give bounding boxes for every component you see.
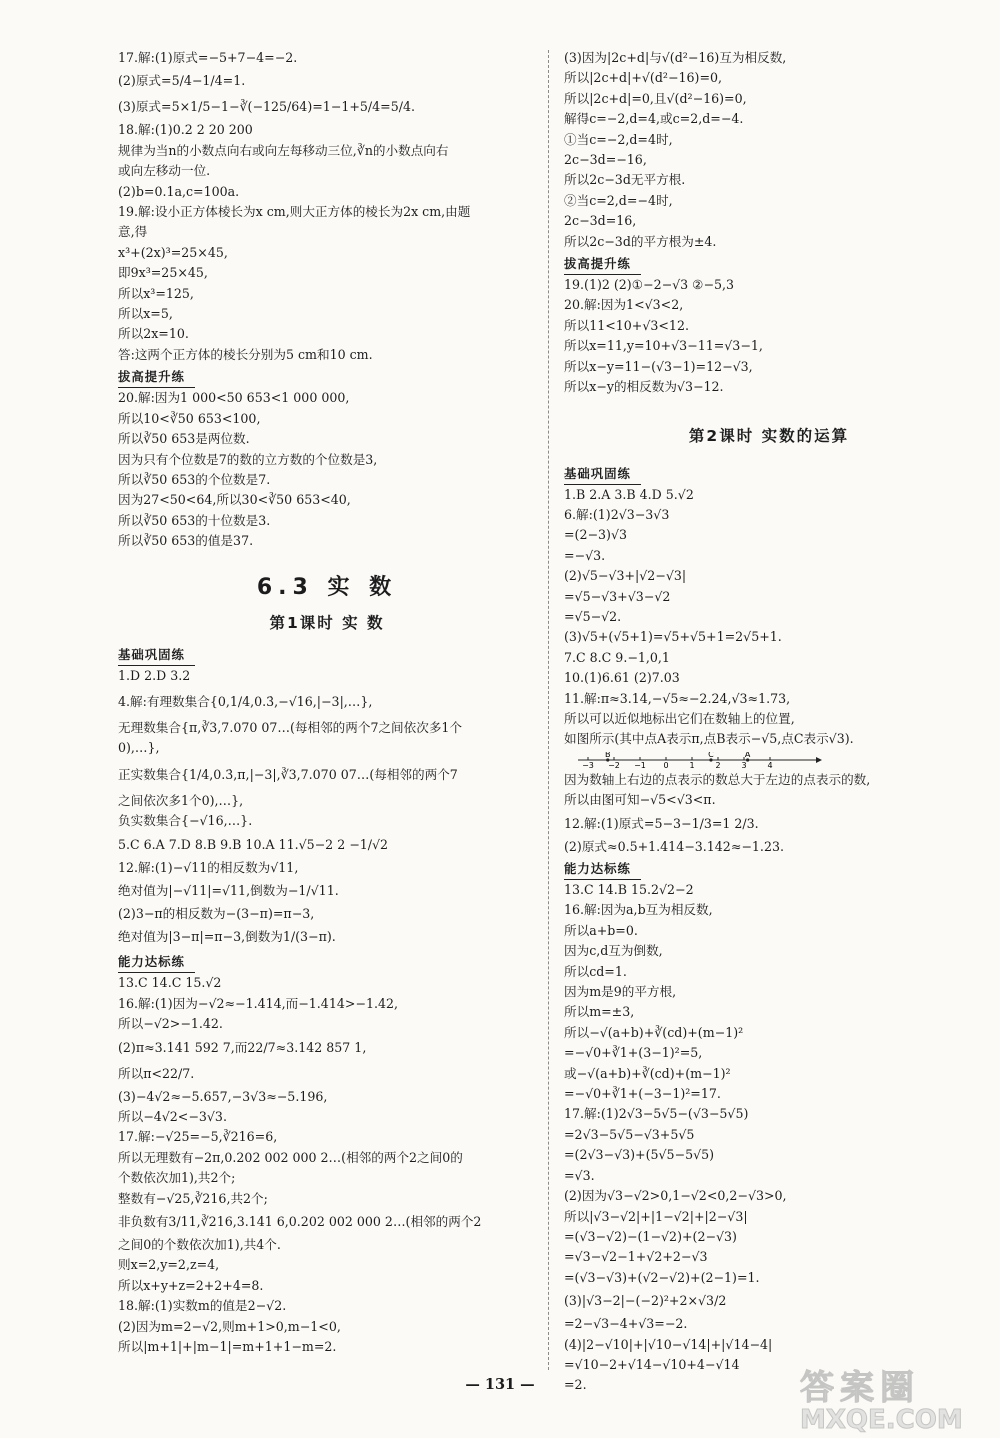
text-line: 意,得	[118, 224, 148, 240]
text-line: 17.解:−√25=−5,∛216=6,	[118, 1129, 278, 1145]
watermark-bottom: MXQE.COM	[800, 1405, 963, 1435]
number-line-point-label: C	[708, 751, 714, 759]
left-column	[118, 48, 536, 1357]
text-line: 绝对值为|3−π|=π−3,倒数为1/(3−π).	[118, 929, 336, 945]
text-line: 20.解:因为1<√3<2,	[564, 297, 684, 313]
text-line: (2)因为√3−√2>0,1−√2<0,2−√3>0,	[564, 1188, 787, 1204]
text-line: 所以−4√2<−3√3.	[118, 1109, 227, 1124]
number-line-tick-label: −1	[634, 760, 646, 768]
text-line: 之间0的个数依次加1),共4个.	[118, 1237, 281, 1253]
number-line-tick-label: 2	[715, 760, 721, 768]
text-line: 所以a+b=0.	[564, 922, 638, 938]
text-line: =√10−2+√14−√10+4−√14	[564, 1356, 740, 1372]
text-line: 所以10<∛50 653<100,	[118, 410, 261, 426]
text-line: 20.解:因为1 000<50 653<1 000 000,	[118, 390, 350, 406]
text-line: 17.解:(1)原式=−5+7−4=−2.	[118, 50, 298, 65]
number-line-tick-label: 1	[689, 760, 695, 768]
text-line: (3)|√3−2|−(−2)²+2×√3/2	[564, 1293, 727, 1309]
text-line: 负实数集合{−√16,…}.	[118, 813, 253, 829]
text-line: 所以cd=1.	[564, 963, 627, 979]
text-line: 4.解:有理数集合{0,1/4,0.3̇,−√16,|−3|,…},	[118, 693, 373, 709]
number-line-tick-label: 3	[741, 760, 747, 768]
text-line: 因为c,d互为倒数,	[564, 943, 663, 959]
text-line: =(√3−√2)−(1−√2)+(2−√3)	[564, 1228, 737, 1244]
text-line: 所以11<10+√3<12.	[564, 317, 689, 333]
page-number: — 131 —	[465, 1376, 535, 1393]
text-line: 13.C 14.C 15.√2	[118, 975, 222, 991]
text-line: 答:这两个正方体的棱长分别为5 cm和10 cm.	[118, 346, 373, 362]
text-line: 16.解:(1)因为−√2≈−1.414,而−1.414>−1.42,	[118, 995, 398, 1011]
text-line: 12.解:(1)原式=5−3−1/3=1 2/3.	[564, 815, 759, 831]
text-line: (3)因为|2c+d|与√(d²−16)互为相反数,	[564, 50, 787, 65]
column-divider	[548, 50, 549, 1370]
text-line: 整数有−√25,∛216,共2个;	[118, 1190, 268, 1206]
text-line: 如图所示(其中点A表示π,点B表示−√5,点C表示√3).	[564, 731, 854, 747]
text-line: x³+(2x)³=25×45,	[118, 244, 228, 260]
number-line-point-label: A	[744, 751, 751, 759]
text-line: =(√3−√3)+(√2−√2)+(2−1)=1.	[564, 1269, 760, 1285]
text-line: =−√0+∛1+(3−1)²=5,	[564, 1045, 703, 1061]
text-line: 非负数有3/11,∛216,3.141 6,0.202 002 000 2…(相邻的两个2	[118, 1214, 482, 1230]
text-line: 19.(1)2 (2)①−2−√3 ②−5,3	[564, 277, 735, 293]
lesson-title-2: 第2课时 实数的运算	[688, 426, 850, 445]
text-line: =√3.	[564, 1167, 595, 1183]
text-line: 16.解:因为a,b互为相反数,	[564, 902, 713, 918]
text-line: 因为数轴上右边的点表示的数总大于左边的点表示的数,	[564, 771, 871, 787]
text-line: 所以−√2>−1.42.	[118, 1016, 223, 1032]
text-line: (2)原式=5/4−1/4=1.	[118, 73, 246, 89]
number-line-figure	[564, 752, 974, 768]
text-line: (2)b=0.1a,c=100a.	[118, 183, 240, 199]
section-label-advanced-2: 拔高提升练	[564, 254, 641, 275]
text-line: 所以x=5,	[118, 306, 173, 322]
text-line: =2.	[564, 1377, 587, 1393]
text-line: 6.解:(1)2√3−3√3	[564, 506, 670, 522]
text-line: (2)原式≈0.5+1.414−3.142≈−1.23.	[564, 838, 784, 854]
text-line: ②当c=2,d=−4时,	[564, 192, 673, 208]
number-line-tick-label: 4	[767, 760, 773, 768]
text-line: 所以|2c+d|=0,且√(d²−16)=0,	[564, 90, 747, 106]
text-line: 13.C 14.B 15.2√2−2	[564, 882, 694, 897]
section-label-ability-2: 能力达标练	[564, 859, 641, 880]
answers-1-12	[118, 666, 536, 951]
text-line: 所以x+y+z=2+2+4=8.	[118, 1277, 264, 1293]
text-line: 18.解:(1)0.2 2 20 200	[118, 122, 253, 138]
text-line: (2)√5−√3+|√2−√3|	[564, 568, 687, 584]
text-line: =√5−√2.	[564, 608, 622, 624]
text-line: 无理数集合{π,∛3,7.070 07…(每相邻的两个7之间依次多1个	[118, 719, 463, 735]
text-line: 即9x³=25×45,	[118, 265, 208, 281]
text-line: =√5−√3+√3−√2	[564, 588, 671, 604]
text-line: 正实数集合{1/4,0.3̇,π,|−3|,∛3,7.070 07…(每相邻的两个7	[118, 766, 458, 782]
text-line: 所以∛50 653的值是37.	[118, 533, 254, 549]
answers-1-11	[564, 485, 974, 750]
section-label-basic-2: 基础巩固练	[564, 464, 641, 485]
number-line-tick-label: −3	[582, 760, 594, 768]
section-label-advanced: 拔高提升练	[118, 367, 195, 388]
text-line: 2c−3d=16,	[564, 213, 637, 229]
number-line	[564, 752, 824, 768]
watermark-top: 答案圈	[800, 1368, 920, 1408]
text-line: =−√3.	[564, 547, 606, 563]
text-line: 1.B 2.A 3.B 4.D 5.√2	[564, 486, 694, 502]
text-line: 所以m=±3,	[564, 1004, 635, 1020]
text-line: 所以−√(a+b)+∛(cd)+(m−1)²	[564, 1024, 744, 1040]
text-line: 规律为当n的小数点向右或向左每移动三位,∛n的小数点向右	[118, 142, 449, 158]
text-line: 7.C 8.C 9.−1,0,1	[564, 649, 670, 665]
text-line: 所以|2c+d|+√(d²−16)=0,	[564, 70, 723, 86]
text-line: 个数依次加1),共2个;	[118, 1170, 236, 1186]
answers-13-18	[118, 973, 536, 1357]
text-line: =√3−√2−1+√2+2−√3	[564, 1249, 708, 1265]
text-line: 所以2c−3d的平方根为±4.	[564, 233, 717, 249]
text-line: 因为只有个位数是7的数的立方数的个位数是3,	[118, 451, 378, 467]
text-line: 所以∛50 653的个位数是7.	[118, 471, 271, 487]
text-line: 所以x=11,y=10+√3−11=√3−1,	[564, 338, 763, 354]
text-line: 因为m是9的平方根,	[564, 984, 677, 1000]
text-line: (3)√5+(√5+1)=√5+√5+1=2√5+1.	[564, 629, 782, 645]
section-label-basic: 基础巩固练	[118, 645, 195, 666]
text-line: 所以由图可知−√5<√3<π.	[564, 792, 716, 808]
lesson-title-1: 第1课时 实 数	[269, 613, 385, 632]
text-line: =2√3−5√5−√3+5√5	[564, 1126, 695, 1142]
text-line: 所以2x=10.	[118, 326, 189, 342]
answer-20	[118, 388, 536, 551]
text-line: 所以x−y的相反数为√3−12.	[564, 379, 724, 395]
answers-13-17	[564, 880, 974, 1396]
text-line: 或向左移动一位.	[118, 163, 211, 179]
number-line-tick-label: 0	[663, 760, 669, 768]
text-line: =−√0+∛1+(−3−1)²=17.	[564, 1086, 721, 1102]
text-line: 所以|√3−√2|+|1−√2|+|2−√3|	[564, 1208, 748, 1224]
text-line: 10.(1)6.61 (2)7.03	[564, 670, 680, 686]
text-line: 之间依次多1个0),…},	[118, 792, 244, 808]
text-line: 1.D 2.D 3.2	[118, 667, 191, 683]
text-line: 12.解:(1)−√11的相反数为√11,	[118, 859, 299, 875]
text-line: =(2√3−√3)+(5√5−5√5)	[564, 1147, 715, 1163]
right-column	[564, 48, 974, 1396]
number-line-tick-label: −2	[608, 760, 620, 768]
answers-17-19	[118, 48, 536, 365]
text-line: (4)|2−√10|+|√10−√14|+|√14−4|	[564, 1336, 773, 1352]
text-line: 所以x³=125,	[118, 285, 194, 301]
text-line: 所以π<22/7.	[118, 1065, 195, 1081]
text-line: 5.C 6.A 7.D 8.B 9.B 10.A 11.√5−2 2 −1/√2	[118, 836, 389, 852]
text-line: 17.解:(1)2√3−5√5−(√3−5√5)	[564, 1106, 749, 1122]
number-line-point-label: B	[605, 751, 611, 759]
text-line: 或−√(a+b)+∛(cd)+(m−1)²	[564, 1065, 731, 1081]
text-line: 所以无理数有−2π,0.202 002 000 2…(相邻的两个2之间0的	[118, 1149, 463, 1165]
text-line: (3)原式=5×1/5−1−∛(−125/64)=1−1+5/4=5/4.	[118, 99, 416, 115]
text-line: 所以2c−3d无平方根.	[564, 172, 686, 188]
text-line: 所以|m+1|+|m−1|=m+1+1−m=2.	[118, 1339, 337, 1355]
text-line: 11.解:π≈3.14,−√5≈−2.24,√3≈1.73,	[564, 690, 791, 706]
text-line: ①当c=−2,d=4时,	[564, 131, 673, 147]
text-line: 19.解:设小正方体棱长为x cm,则大正方体的棱长为2x cm,由题	[118, 204, 471, 220]
text-line: =2−√3−4+√3=−2.	[564, 1316, 688, 1332]
answers-19-20	[564, 275, 974, 397]
watermark-logo	[800, 1360, 990, 1434]
text-line: (3)−4√2≈−5.657,−3√3≈−5.196,	[118, 1088, 328, 1104]
text-line: 所以∛50 653的十位数是3.	[118, 512, 271, 528]
answers-11-12	[564, 770, 974, 857]
text-line: (2)因为m=2−√2,则m+1>0,m−1<0,	[118, 1318, 341, 1334]
section-label-ability: 能力达标练	[118, 952, 195, 973]
text-line: 所以可以近似地标出它们在数轴上的位置,	[564, 710, 795, 726]
text-line: 18.解:(1)实数m的值是2−√2.	[118, 1298, 287, 1314]
text-line: 2c−3d=−16,	[564, 152, 647, 168]
answer-18-continued	[564, 48, 974, 252]
text-line: 解得c=−2,d=4,或c=2,d=−4.	[564, 111, 744, 127]
text-line: 所以x−y=11−(√3−1)=12−√3,	[564, 358, 753, 374]
section-title: 6.3 实 数	[256, 574, 398, 600]
text-line: 绝对值为|−√11|=√11,倒数为−1/√11.	[118, 882, 339, 898]
text-line: 0),…},	[118, 740, 160, 756]
text-line: (2)π≈3.141 592 7,而22/7≈3.142 857 1,	[118, 1039, 367, 1055]
text-line: 所以∛50 653是两位数.	[118, 431, 250, 447]
text-line: =(2−3)√3	[564, 527, 627, 543]
text-line: 则x=2,y=2,z=4,	[118, 1257, 220, 1273]
text-line: 因为27<50<64,所以30<∛50 653<40,	[118, 492, 351, 508]
text-line: (2)3−π的相反数为−(3−π)=π−3,	[118, 905, 315, 921]
